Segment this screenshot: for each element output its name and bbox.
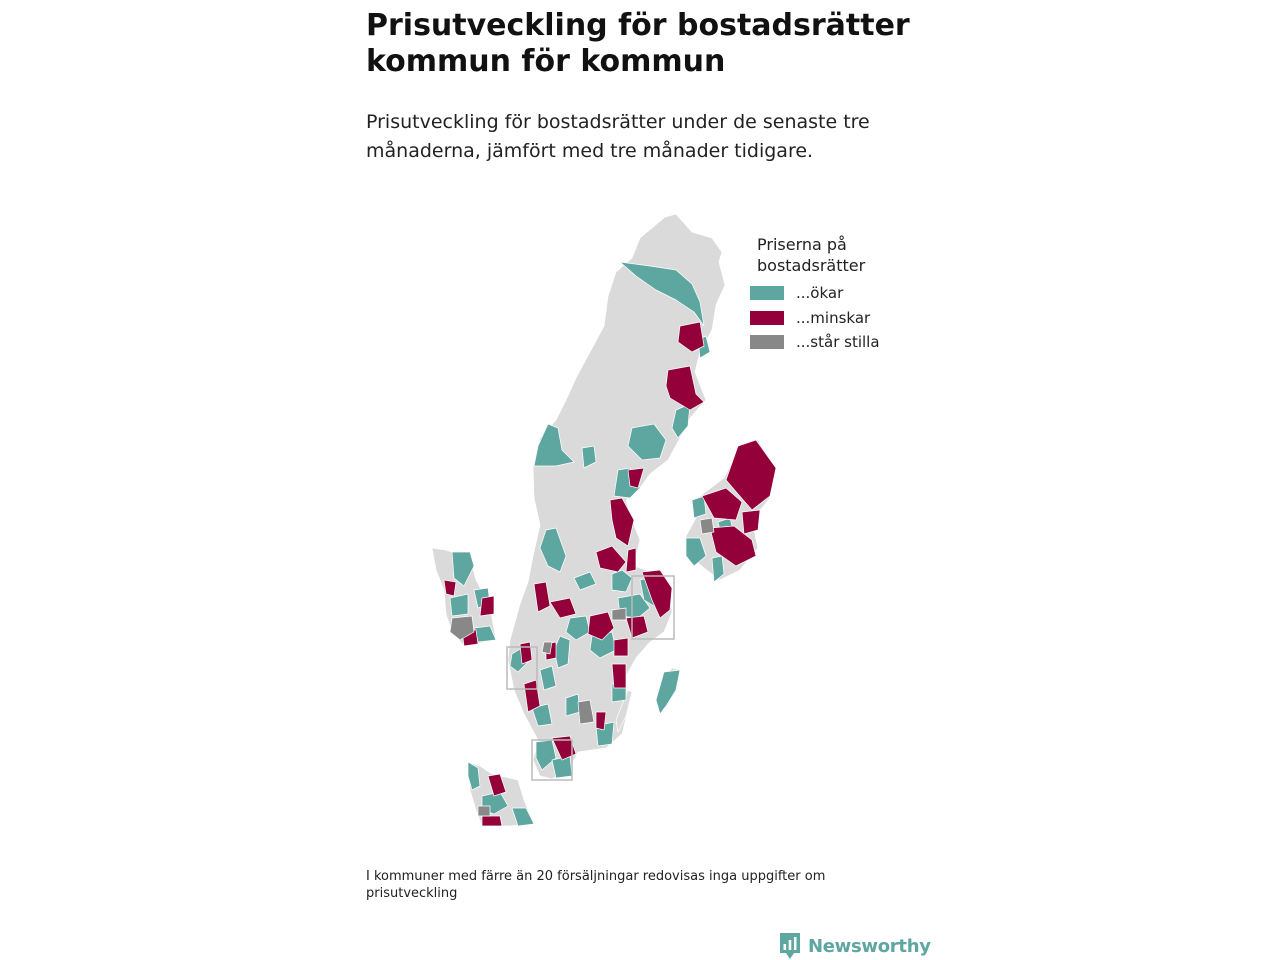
legend-swatch-increase <box>750 286 784 300</box>
region-increase <box>566 694 580 716</box>
region-decrease <box>596 712 606 730</box>
region-unchanged <box>478 806 490 816</box>
region-decrease <box>482 816 502 826</box>
legend-swatch-decrease <box>750 311 784 325</box>
region-unchanged <box>700 518 714 534</box>
region-decrease <box>520 642 532 664</box>
legend-title: Priserna på bostadsrätter <box>757 235 866 275</box>
region-decrease <box>444 580 456 596</box>
region-increase <box>656 670 680 714</box>
legend-item-increase <box>750 281 920 306</box>
legend-item-decrease <box>750 306 920 331</box>
region-decrease <box>480 596 494 616</box>
region-decrease <box>612 664 626 688</box>
region-unchanged <box>612 608 626 620</box>
region-increase <box>450 594 468 616</box>
newsworthy-logo-icon <box>779 932 801 960</box>
legend-label-increase: ...ökar <box>796 284 844 303</box>
legend-label-decrease: ...minskar <box>796 308 871 327</box>
legend-item-unchanged <box>750 330 920 355</box>
brand-logo[interactable] <box>779 932 931 960</box>
legend-label-unchanged: ...står stilla <box>796 333 880 352</box>
chart-title: Prisutveckling för bostadsrätter kommun för kommun <box>366 8 910 79</box>
map-legend <box>750 234 920 355</box>
footnote: I kommuner med färre än 20 försäljningar redovisas inga uppgifter om prisutveckling <box>366 869 826 901</box>
region-decrease <box>614 638 628 656</box>
region-decrease <box>742 510 760 534</box>
region-unchanged <box>542 642 552 654</box>
legend-swatch-unchanged <box>750 335 784 349</box>
chart-subtitle: Prisutveckling för bostadsrätter under de senaste tre månaderna, jämfört med tre månader tidigare. <box>366 111 870 162</box>
brand-name: Newsworthy <box>808 935 931 957</box>
